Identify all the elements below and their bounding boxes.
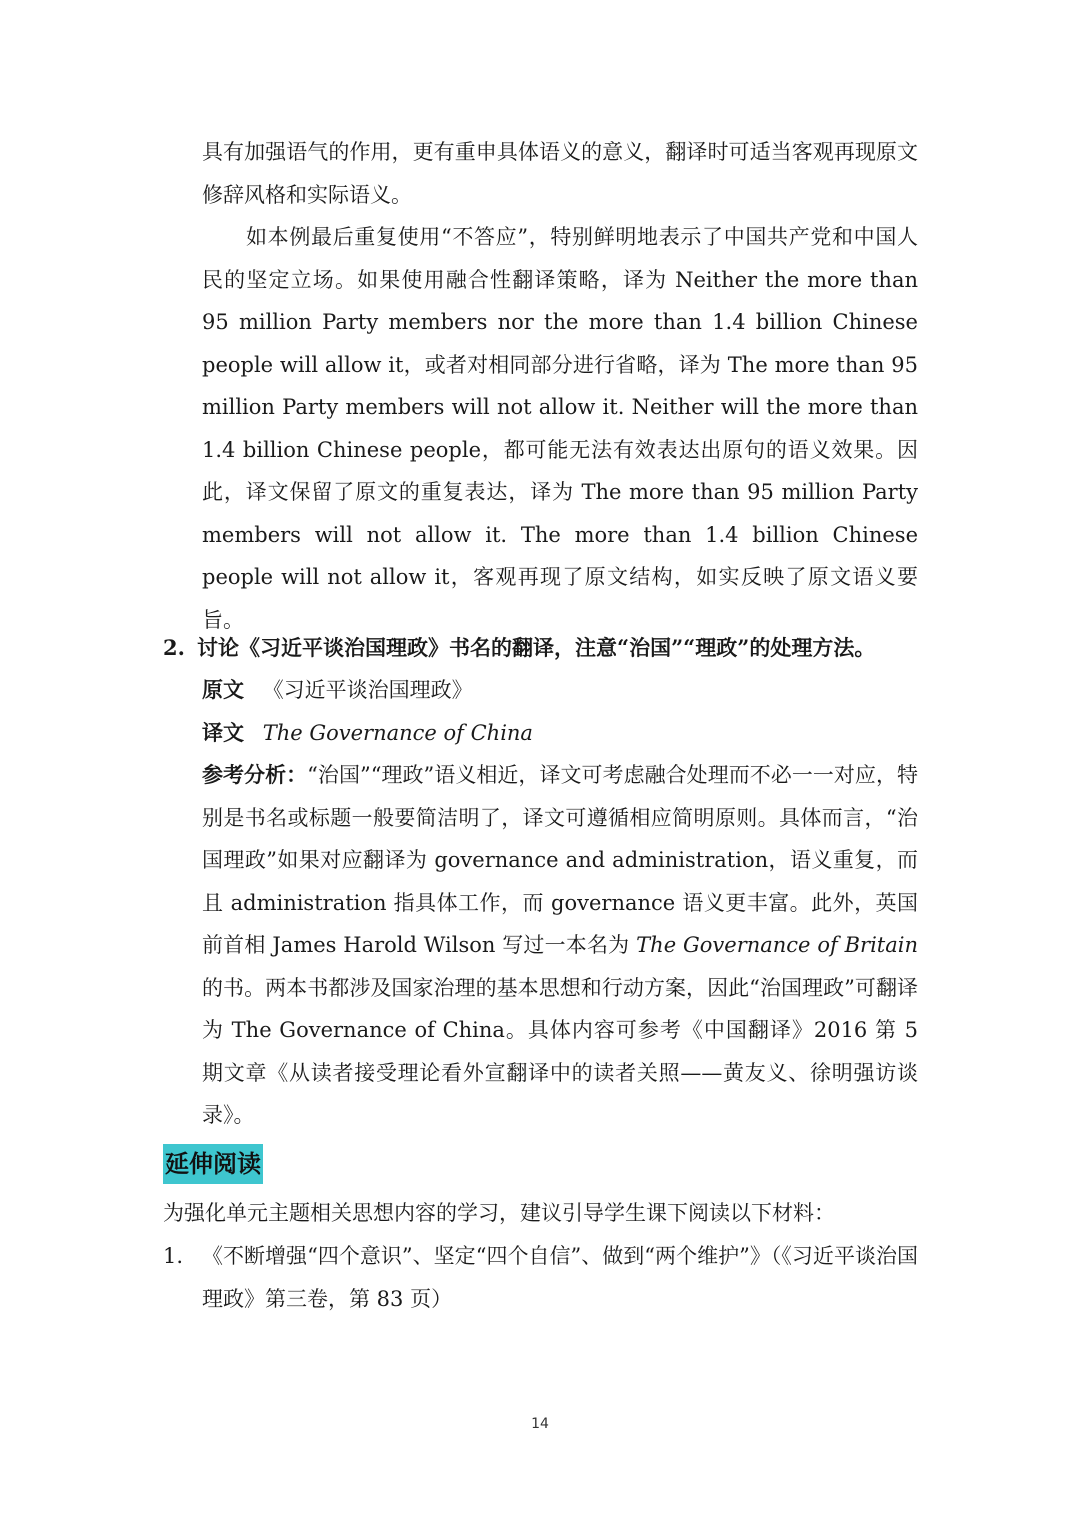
analysis-label: 参考分析： bbox=[202, 762, 308, 787]
source-label: 原文 bbox=[202, 677, 244, 702]
target-row bbox=[202, 712, 533, 754]
source-text: 《习近平谈治国理政》 bbox=[262, 678, 473, 702]
question-number: 2. bbox=[163, 635, 185, 660]
section-heading: 延伸阅读 bbox=[163, 1144, 263, 1184]
reading-item-text: 《不断增强“四个意识”、坚定“四个自信”、做到“两个维护”》（《习近平谈治国理政》第三卷，第 83 页） bbox=[202, 1244, 918, 1311]
analysis-paragraph bbox=[202, 754, 918, 1137]
analysis-part1: “治国”“理政”语义相近，译文可考虑融合处理而不必一一对应，特别是书名或标题一般要简洁明了，译文可遵循相应简明原则。具体而言，“治国理政”如果对应翻译为 governance and administration，语义重复，而且 administration 指具体工作，而 governance 语义更丰富。此外，英国前首相 James Harold Wilson 写过一本名为 bbox=[202, 763, 918, 957]
analysis-part2: 的书。两本书都涉及国家治理的基本思想和行动方案，因此“治国理政”可翻译为 The Governance of China。具体内容可参考《中国翻译》2016 第 5 期文章《从读者接受理论看外宣翻译中的读者关照——黄友义、徐明强访谈录》。 bbox=[202, 975, 918, 1127]
page-number: 14 bbox=[531, 1416, 549, 1432]
paragraph-continuation: 具有加强语气的作用，更有重申具体语义的意义，翻译时可适当客观再现原文修辞风格和实际语义。 bbox=[202, 140, 918, 207]
question-text: 讨论《习近平谈治国理政》书名的翻译，注意“治国”“理政”的处理方法。 bbox=[197, 635, 876, 660]
section-intro: 为强化单元主题相关思想内容的学习，建议引导学生课下阅读以下材料： bbox=[163, 1201, 835, 1225]
reading-item-number: 1. bbox=[163, 1244, 184, 1268]
target-label: 译文 bbox=[202, 720, 244, 745]
source-row bbox=[202, 669, 473, 711]
paragraph-analysis: 如本例最后重复使用“不答应”，特别鲜明地表示了中国共产党和中国人民的坚定立场。如果使用融合性翻译策略，译为 Neither the more than 95 million Party members nor the more than 1.4 billion Chinese people will allow it，或者对相同部分进行省略，译为 The more than 95 million Party members will not allow it. Neither will the more than 1.4 billion Chinese people，都可能无法有效表达出原句的语义效果。因此，译文保留了原文的重复表达，译为 The more than 95 million Party members will not allow it. The more than 1.4 billion Chinese people will not allow it，客观再现了原文结构，如实反映了原文语义要旨。 bbox=[202, 225, 918, 632]
analysis-book-title: The Governance of Britain bbox=[636, 933, 918, 957]
target-text: The Governance of China bbox=[262, 721, 533, 745]
